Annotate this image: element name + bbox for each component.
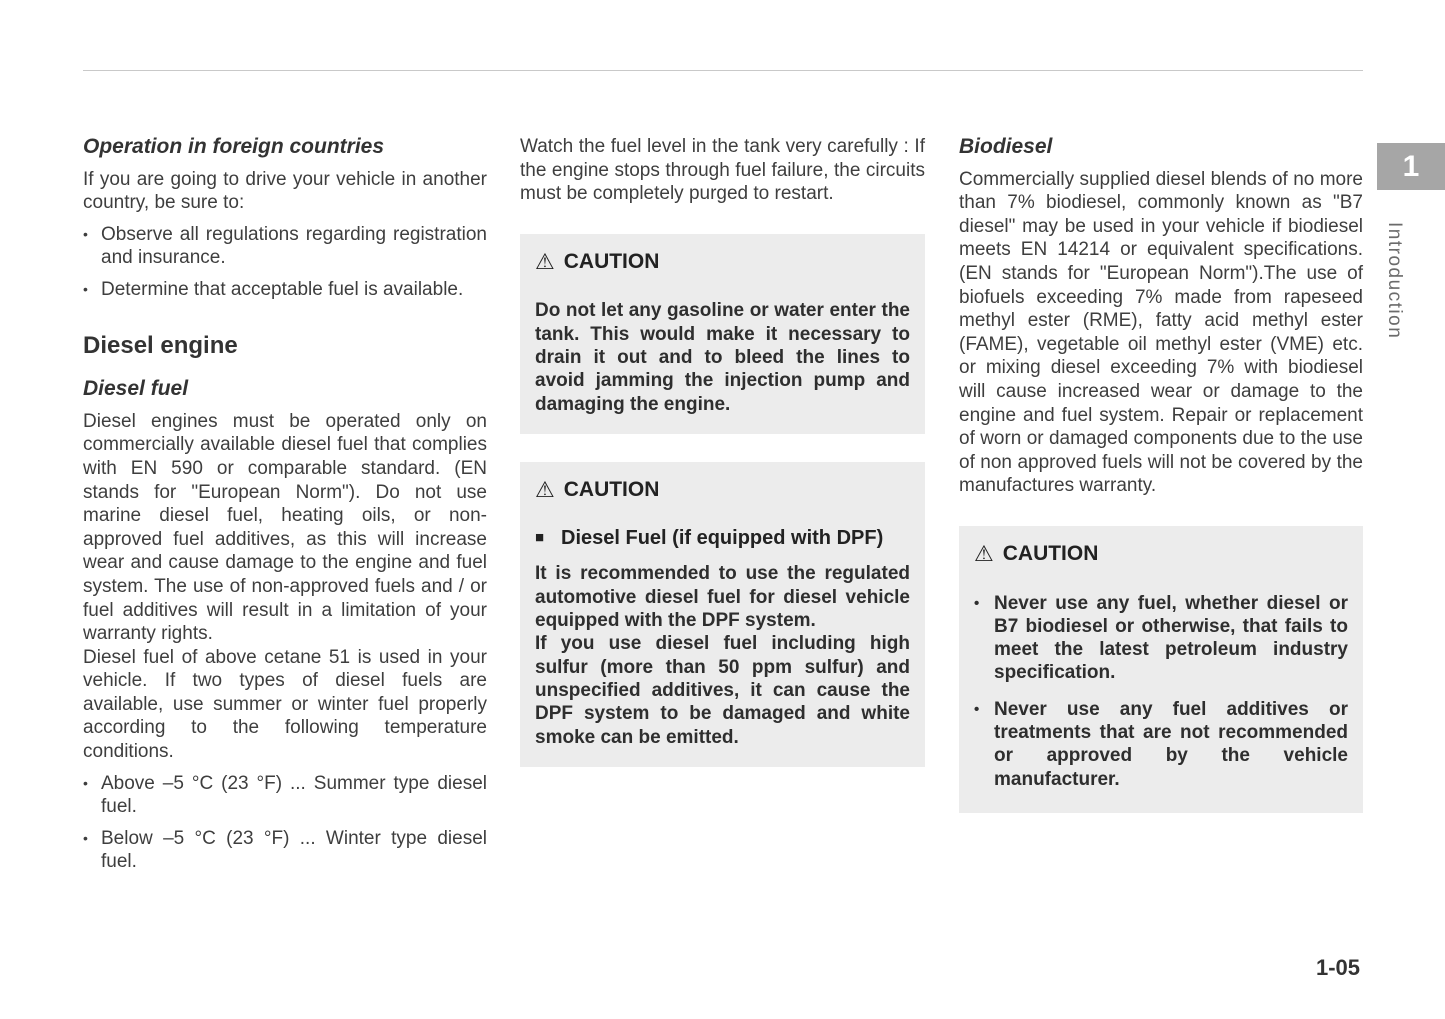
list-item-text: Below –5 °C (23 °F) ... Winter type diesel fuel. — [101, 827, 487, 873]
bullet-icon: • — [83, 280, 88, 297]
list-item-text: Never use any fuel additives or treatments that are not recommended or approved by the vehicle manufacturer. — [994, 698, 1348, 790]
heading-biodiesel: Biodiesel — [959, 135, 1053, 158]
warning-icon: ⚠ — [535, 248, 555, 274]
caution-box-biodiesel — [959, 526, 1363, 813]
caution-label: CAUTION — [1002, 541, 1099, 565]
caution-header — [535, 478, 910, 502]
list-item — [974, 592, 1348, 685]
list-item — [83, 827, 487, 874]
paragraph-diesel-fuel-1: Diesel engines must be operated only on commercially available diesel fuel that complies with EN 590 or comparable standard. (EN stands for "European Norm"). Do not use marine diesel fuel, heating oils, or non-approved fuel additives, as this will increase wear and cause damage to the engine and fuel system. The use of non-approved fuels and / or fuel additives will result in a limitation of your warranty rights. — [83, 410, 487, 645]
top-divider — [83, 70, 1363, 71]
bullet-icon: • — [83, 774, 88, 791]
heading-operation-in-foreign-countries: Operation in foreign countries — [83, 135, 385, 158]
square-marker-icon: ■ — [535, 529, 545, 547]
paragraph-biodiesel: Commercially supplied diesel blends of no more than 7% biodiesel, commonly known as "B7 diesel" may be used in your vehicle if biodiesel meets EN 14214 or equivalent specifications. (EN stands for "European Norm").The use of biofuels exceeding 7% made from rapeseed methyl ester (RME), fatty acid methyl ester (FAME), vegetable oil methyl ester (VME) etc. or mixing diesel exceeding 7% with biodiesel will cause increased wear or damage to the engine and fuel system. Repair or replacement of worn or damaged components due to the use of non approved fuels will not be covered by the manufactures warranty. — [959, 168, 1363, 497]
warning-icon: ⚠ — [974, 540, 994, 566]
caution-body: Do not let any gasoline or water enter the tank. This would make it necessary to drain it out and to bleed the lines to avoid jamming the injection pump and damaging the engine. — [535, 300, 910, 415]
paragraph-diesel-fuel-2: Diesel fuel of above cetane 51 is used in your vehicle. If two types of diesel fuels are available, use summer or winter fuel properly according to the following temperature conditions. — [83, 646, 487, 763]
list-item-text: Never use any fuel, whether diesel or B7 biodiesel or otherwise, that fails to meet the latest petroleum industry specification. — [994, 592, 1348, 684]
caution-subheading — [535, 527, 910, 550]
warning-icon: ⚠ — [535, 476, 555, 502]
list-item — [83, 278, 487, 302]
list-item-text: Above –5 °C (23 °F) ... Summer type diesel fuel. — [101, 772, 487, 818]
caution-label: CAUTION — [563, 477, 660, 501]
list-item — [83, 223, 487, 270]
heading-diesel-engine: Diesel engine — [83, 331, 238, 359]
caution-body: If you use diesel fuel including high sulfur (more than 50 ppm sulfur) and unspecified additives, it can cause the DPF system to be damaged and white smoke can be emitted. — [535, 633, 910, 748]
column-left — [83, 135, 487, 874]
caution-box-gasoline — [520, 234, 925, 434]
paragraph-foreign-countries: If you are going to drive your vehicle in another country, be sure to: — [83, 168, 487, 214]
bullet-icon: • — [83, 829, 88, 846]
list-item — [83, 772, 487, 819]
list-item-text: Determine that acceptable fuel is available. — [101, 278, 464, 300]
list-item — [974, 698, 1348, 791]
heading-diesel-fuel: Diesel fuel — [83, 377, 189, 401]
caution-body: It is recommended to use the regulated automotive diesel fuel for diesel vehicle equipped with the DPF system. — [535, 563, 910, 632]
section-side-label: Introduction — [1384, 222, 1405, 340]
column-middle — [520, 135, 925, 767]
chapter-tab: 1 — [1377, 143, 1445, 190]
page-number: 1-05 — [1316, 955, 1361, 980]
caution-label: CAUTION — [563, 249, 660, 273]
caution-header — [974, 542, 1348, 566]
caution-header — [535, 250, 910, 274]
caution-subheading-text: Diesel Fuel (if equipped with DPF) — [561, 527, 884, 550]
paragraph-fuel-level: Watch the fuel level in the tank very carefully : If the engine stops through fuel failure, the circuits must be completely purged to restart. — [520, 136, 925, 205]
caution-box-dpf — [520, 462, 925, 767]
list-item-text: Observe all regulations regarding registration and insurance. — [101, 223, 487, 269]
bullet-icon: • — [83, 225, 88, 242]
column-right — [959, 135, 1363, 813]
bullet-icon: • — [974, 700, 980, 718]
bullet-icon: • — [974, 594, 980, 612]
